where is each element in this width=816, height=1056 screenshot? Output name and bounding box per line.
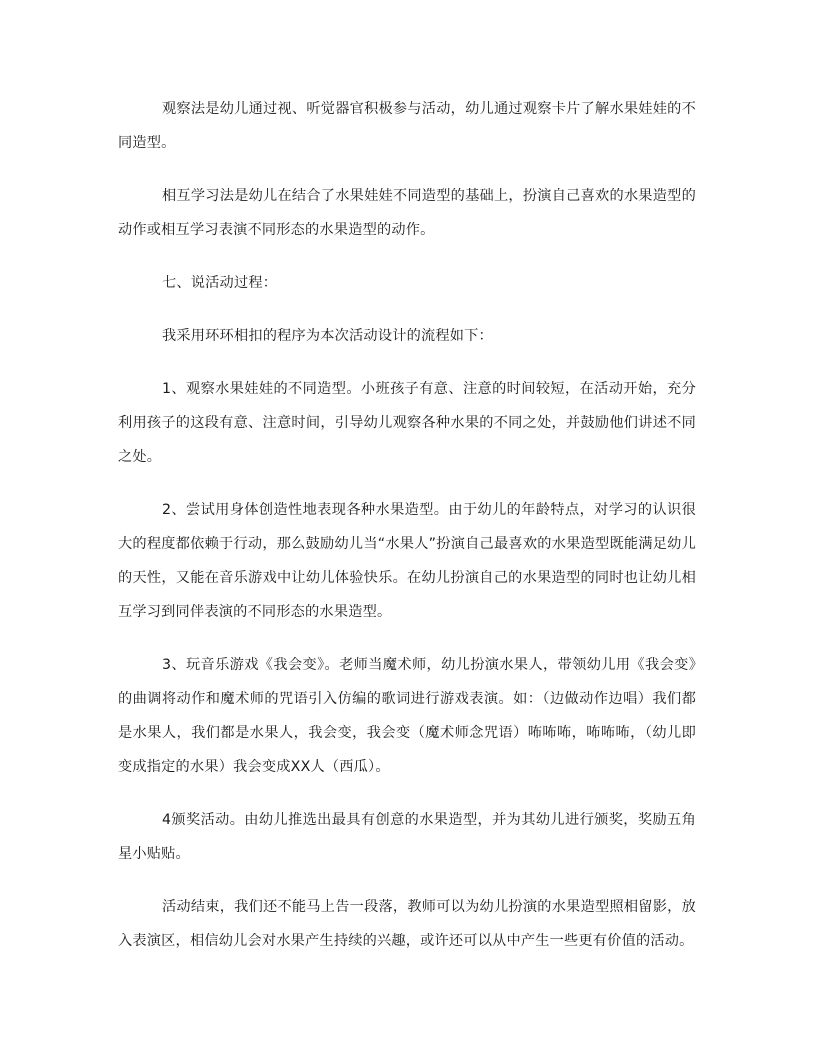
paragraph-step-3: 3、玩音乐游戏《我会变》。老师当魔术师，幼儿扮演水果人，带领幼儿用《我会变》的曲调将动作和魔术师的咒语引入仿编的歌词进行游戏表演。如：（边做动作边唱）我们都是水果人，我们都是水果人，我会变，我会变（魔术师念咒语）咘咘咘，咘咘咘，（幼儿即变成指定的水果）我会变成XX人（西瓜）。 — [118, 657, 696, 775]
paragraph-mutual-learning-method: 相互学习法是幼儿在结合了水果娃娃不同造型的基础上，扮演自己喜欢的水果造型的动作或相互学习表演不同形态的水果造型的动作。 — [118, 188, 696, 238]
paragraph-conclusion: 活动结束，我们还不能马上告一段落，教师可以为幼儿扮演的水果造型照相留影，放入表演区，相信幼儿会对水果产生持续的兴趣，或许还可以从中产生一些更有价值的活动。 — [118, 899, 696, 949]
paragraph-step-4: 4颁奖活动。由幼儿推选出最具有创意的水果造型，并为其幼儿进行颁奖，奖励五角星小贴贴。 — [118, 812, 696, 862]
paragraph-process-intro: 我采用环环相扣的程序为本次活动设计的流程如下： — [162, 328, 493, 344]
document-body — [118, 92, 696, 977]
paragraph-step-1: 1、观察水果娃娃的不同造型。小班孩子有意、注意的时间较短，在活动开始，充分利用孩子的这段有意、注意时间，引导幼儿观察各种水果的不同之处，并鼓励他们讲述不同之处。 — [118, 381, 696, 465]
paragraph-observation-method: 观察法是幼儿通过视、听觉器官积极参与活动，幼儿通过观察卡片了解水果娃娃的不同造型。 — [118, 101, 696, 151]
section-heading-activity-process: 七、说活动过程： — [162, 275, 278, 291]
paragraph-step-2: 2、尝试用身体创造性地表现各种水果造型。由于幼儿的年龄特点，对学习的认识很大的程度都依赖于行动，那么鼓励幼儿当“水果人”扮演自己最喜欢的水果造型既能满足幼儿的天性，又能在音乐游戏中让幼儿体验快乐。在幼儿扮演自己的水果造型的同时也让幼儿相互学习到同伴表演的不同形态的水果造型。 — [118, 502, 696, 620]
